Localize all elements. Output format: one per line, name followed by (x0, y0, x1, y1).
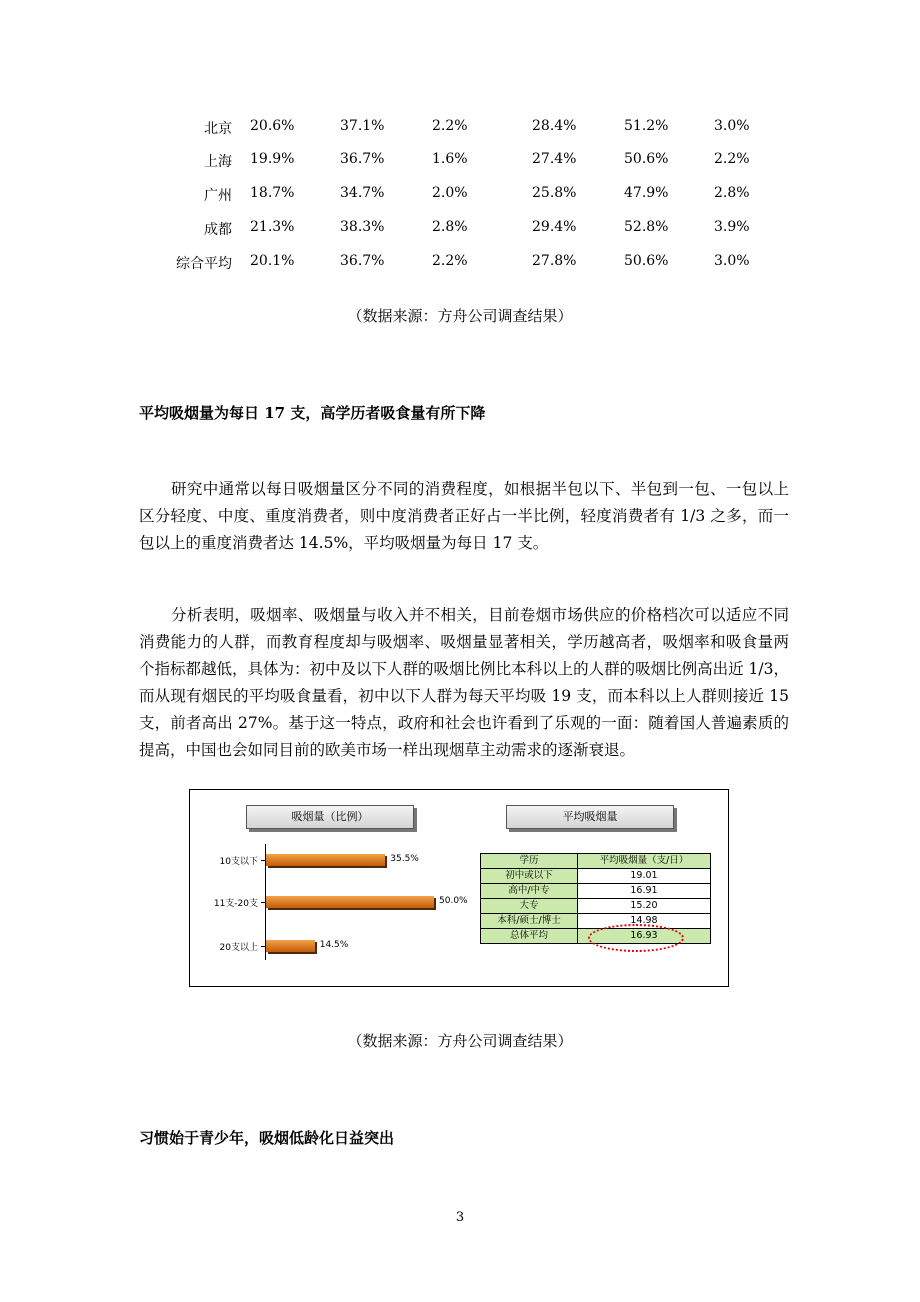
paragraph-1: 研究中通常以每日吸烟量区分不同的消费程度，如根据半包以下、半包到一包、一包以上区分轻度、中度、重度消费者，则中度消费者正好占一半比例，轻度消费者有 1/3 之多，而一包以上的重度消费者达 14.5%，平均吸烟量为每日 17 支。 (139, 480, 789, 552)
table-cell: 27.8% (532, 253, 577, 269)
table-cell: 2.2% (714, 151, 750, 167)
column-header: 学历 (481, 854, 578, 869)
city-name: 成都 (204, 222, 232, 238)
table-cell: 3.9% (714, 219, 750, 235)
table-cell: 36.7% (340, 253, 385, 269)
table-cell: 51.2% (624, 118, 669, 134)
city-name: 广州 (204, 188, 232, 204)
page-number: 3 (455, 1210, 465, 1225)
table-cell: 36.7% (340, 151, 385, 167)
y-tick (261, 946, 265, 947)
table-cell: 19.9% (250, 151, 295, 167)
table-cell: 47.9% (624, 185, 669, 201)
city-name: 北京 (204, 121, 232, 137)
table-row (481, 884, 711, 899)
table-cell: 27.4% (532, 151, 577, 167)
table-cell: 21.3% (250, 219, 295, 235)
table-row (481, 899, 711, 914)
table-cell: 25.8% (532, 185, 577, 201)
table-cell: 20.1% (250, 253, 295, 269)
row-label: 初中或以下 (481, 869, 578, 884)
table-cell: 3.0% (714, 118, 750, 134)
row-value: 19.01 (578, 869, 711, 884)
column-header: 平均吸烟量（支/日） (578, 854, 711, 869)
table-row (481, 914, 711, 929)
table-cell: 2.2% (432, 118, 468, 134)
section-heading-1: 平均吸烟量为每日 17 支，高学历者吸食量有所下降 (139, 404, 486, 422)
paragraph-2: 分析表明，吸烟率、吸烟量与收入并不相关，目前卷烟市场供应的价格档次可以适应不同消费能力的人群，而教育程度却与吸烟率、吸烟量显著相关，学历越高者，吸烟率和吸食量两个指标都越低，具体为：初中及以下人群的吸烟比例比本科以上的人群的吸烟比例高出近 1/3，而从现有烟民的平均吸食量看，初中以下人群为每天平均吸 19 支，而本科以上人群则接近 15 支，前者高出 27%。基于这一特点，政府和社会也许看到了乐观的一面：随着国人普遍素质的提高，中国也会如同目前的欧美市场一样出现烟草主动需求的逐渐衰退。 (139, 606, 789, 759)
section-heading-2: 习惯始于青少年，吸烟低龄化日益突出 (139, 1129, 395, 1147)
table-header-row (481, 854, 711, 869)
table-cell: 28.4% (532, 118, 577, 134)
table-cell: 37.1% (340, 118, 385, 134)
row-label: 本科/硕士/博士 (481, 914, 578, 929)
category-label: 11支-20支 (213, 899, 258, 909)
category-label: 20支以上 (219, 943, 258, 953)
table-cell: 2.0% (432, 185, 468, 201)
table-cell: 3.0% (714, 253, 750, 269)
table-cell: 20.6% (250, 118, 295, 134)
table-cell: 50.6% (624, 151, 669, 167)
table-chart-title: 平均吸烟量 (506, 805, 674, 829)
y-tick (261, 860, 265, 861)
bar (266, 854, 385, 866)
row-label: 大专 (481, 899, 578, 914)
category-label: 10支以下 (219, 857, 258, 867)
source-note-1: （数据来源：方舟公司调查结果） (347, 307, 573, 325)
table-cell: 2.8% (432, 219, 468, 235)
table-cell: 18.7% (250, 185, 295, 201)
row-value: 15.20 (578, 899, 711, 914)
highlight-ellipse (588, 924, 684, 952)
table-cell: 1.6% (432, 151, 468, 167)
source-note-2: （数据来源：方舟公司调查结果） (347, 1032, 573, 1050)
bar-chart-title: 吸烟量（比例） (246, 805, 414, 829)
table-cell: 38.3% (340, 219, 385, 235)
bar (266, 896, 434, 908)
row-value: 14.98 (578, 914, 711, 929)
table-row (481, 869, 711, 884)
value-label: 35.5% (390, 854, 419, 864)
row-label: 总体平均 (481, 929, 578, 944)
row-label: 高中/中专 (481, 884, 578, 899)
row-value: 16.91 (578, 884, 711, 899)
table-cell: 34.7% (340, 185, 385, 201)
city-name: 综合平均 (176, 256, 232, 272)
table-cell: 52.8% (624, 219, 669, 235)
table-cell: 2.8% (714, 185, 750, 201)
city-name: 上海 (204, 154, 232, 170)
row-value: 16.93 (578, 929, 711, 944)
table-cell: 2.2% (432, 253, 468, 269)
bar-chart (190, 790, 490, 986)
value-label: 50.0% (439, 896, 468, 906)
table-cell: 29.4% (532, 219, 577, 235)
value-label: 14.5% (319, 940, 349, 950)
table-cell: 50.6% (624, 253, 669, 269)
bar (266, 940, 315, 952)
smoking-volume-figure (189, 789, 729, 987)
y-tick (261, 902, 265, 903)
